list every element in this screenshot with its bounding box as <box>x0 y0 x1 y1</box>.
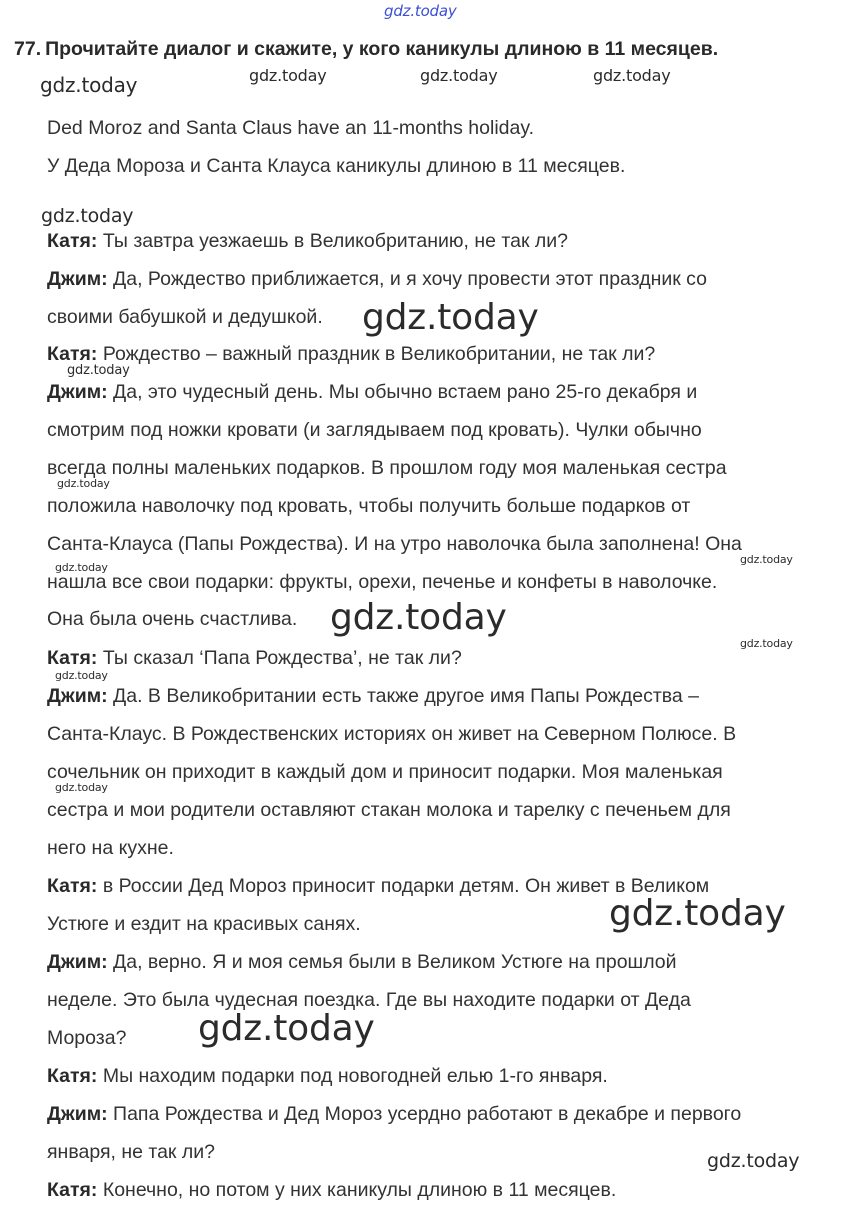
line-text: Да, верно. Я и моя семья были в Великом Устюге на прошлой <box>113 951 677 973</box>
speaker: Катя: <box>47 1065 98 1087</box>
watermark: gdz.today <box>55 669 108 682</box>
line-text: Санта-Клауса (Папы Рождества). И на утро наволочка была заполнена! Она <box>47 533 742 555</box>
watermark: gdz.today <box>593 66 671 85</box>
task-instruction: Прочитайте диалог и скажите, у кого каникулы длиною в 11 месяцев. <box>45 38 719 60</box>
task-heading <box>14 38 718 61</box>
dialogue-line <box>47 267 707 291</box>
line-text: Да. В Великобритании есть также другое имя Папы Рождества – <box>113 685 700 707</box>
dialogue-line <box>47 646 462 670</box>
dialogue-line <box>47 342 655 366</box>
watermark-large: gdz.today <box>330 597 507 638</box>
task-number: 77. <box>14 38 42 60</box>
line-text: Ты завтра уезжаешь в Великобританию, не так ли? <box>102 230 569 252</box>
line-text: Рождество – важный праздник в Великобритании, не так ли? <box>102 343 656 365</box>
watermark: gdz.today <box>57 477 110 490</box>
speaker: Джим: <box>47 1103 108 1125</box>
dialogue-line <box>47 532 742 556</box>
line-text: в России Дед Мороз приносит подарки детям. Он живет в Великом <box>102 875 710 897</box>
dialogue-line <box>47 456 727 480</box>
line-text: Папа Рождества и Дед Мороз усердно работают в декабре и первого <box>113 1103 742 1125</box>
speaker: Джим: <box>47 685 108 707</box>
dialogue-line <box>47 1178 616 1202</box>
speaker: Катя: <box>47 343 98 365</box>
speaker: Катя: <box>47 647 98 669</box>
watermark: gdz.today <box>41 205 134 227</box>
line-text: смотрим под ножки кровати (и заглядываем под кровать). Чулки обычно <box>47 419 702 441</box>
watermark: gdz.today <box>40 73 138 97</box>
dialogue-line <box>47 684 699 708</box>
dialogue-line <box>47 607 297 631</box>
speaker: Джим: <box>47 951 108 973</box>
line-text: Конечно, но потом у них каникулы длиною в 11 месяцев. <box>102 1179 617 1201</box>
watermark: gdz.today <box>740 553 793 566</box>
speaker: Джим: <box>47 381 108 403</box>
line-text: Мы находим подарки под новогодней елью 1-го января. <box>102 1065 608 1087</box>
dialogue-line <box>47 798 731 822</box>
watermark-large: gdz.today <box>198 1008 375 1049</box>
line-text: Мороза? <box>47 1027 127 1049</box>
line-text: января, не так ли? <box>47 1141 215 1163</box>
watermark: gdz.today <box>55 561 108 574</box>
dialogue-line <box>47 1102 741 1126</box>
watermark: gdz.today <box>249 66 327 85</box>
line-text: неделе. Это была чудесная поездка. Где вы находите подарки от Деда <box>47 989 691 1011</box>
watermark: gdz.today <box>55 781 108 794</box>
dialogue-line <box>47 912 361 936</box>
line-text: нашла все свои подарки: фрукты, орехи, печенье и конфеты в наволочке. <box>47 571 718 593</box>
line-text: своими бабушкой и дедушкой. <box>47 306 323 328</box>
speaker: Катя: <box>47 875 98 897</box>
watermark: gdz.today <box>67 363 130 378</box>
watermark: gdz.today <box>707 1150 800 1172</box>
dialogue-line <box>47 229 568 253</box>
line-text: Устюге и ездит на красивых санях. <box>47 913 361 935</box>
dialogue-line <box>47 380 697 404</box>
dialogue-line <box>47 1140 215 1164</box>
line-text: Да, Рождество приближается, и я хочу провести этот праздник со <box>113 268 707 290</box>
speaker: Катя: <box>47 230 98 252</box>
line-text: сестра и мои родители оставляют стакан молока и тарелку с печеньем для <box>47 799 731 821</box>
dialogue-line <box>47 1026 126 1050</box>
watermark: gdz.today <box>420 66 498 85</box>
dialogue-line <box>47 305 323 329</box>
dialogue-line <box>47 874 709 898</box>
line-text: Да, это чудесный день. Мы обычно встаем рано 25-го декабря и <box>113 381 698 403</box>
line-text: Она была очень счастлива. <box>47 608 298 630</box>
dialogue-line <box>47 1064 608 1088</box>
answer-english: Ded Moroz and Santa Claus have an 11-months holiday. <box>47 117 535 139</box>
line-text: сочельник он приходит в каждый дом и приносит подарки. Моя маленькая <box>47 761 723 783</box>
dialogue-line <box>47 950 677 974</box>
answer-russian: У Деда Мороза и Санта Клауса каникулы длиною в 11 месяцев. <box>47 155 626 177</box>
watermark-large: gdz.today <box>609 893 786 934</box>
watermark: gdz.today <box>740 637 793 650</box>
watermark-large: gdz.today <box>362 297 539 338</box>
line-text: Санта-Клаус. В Рождественских историях он живет на Северном Полюсе. В <box>47 723 737 745</box>
dialogue-line <box>47 570 717 594</box>
watermark-top: gdz.today <box>384 2 457 20</box>
dialogue-line <box>47 722 736 746</box>
dialogue-line <box>47 836 174 860</box>
dialogue-line <box>47 418 702 442</box>
line-text: него на кухне. <box>47 837 174 859</box>
dialogue-line <box>47 988 691 1012</box>
speaker: Катя: <box>47 1179 98 1201</box>
dialogue-line <box>47 760 723 784</box>
line-text: Ты сказал ‘Папа Рождества’, не так ли? <box>102 647 462 669</box>
speaker: Джим: <box>47 268 108 290</box>
line-text: положила наволочку под кровать, чтобы получить больше подарков от <box>47 495 691 517</box>
line-text: всегда полны маленьких подарков. В прошлом году моя маленькая сестра <box>47 457 727 479</box>
dialogue-line <box>47 494 690 518</box>
